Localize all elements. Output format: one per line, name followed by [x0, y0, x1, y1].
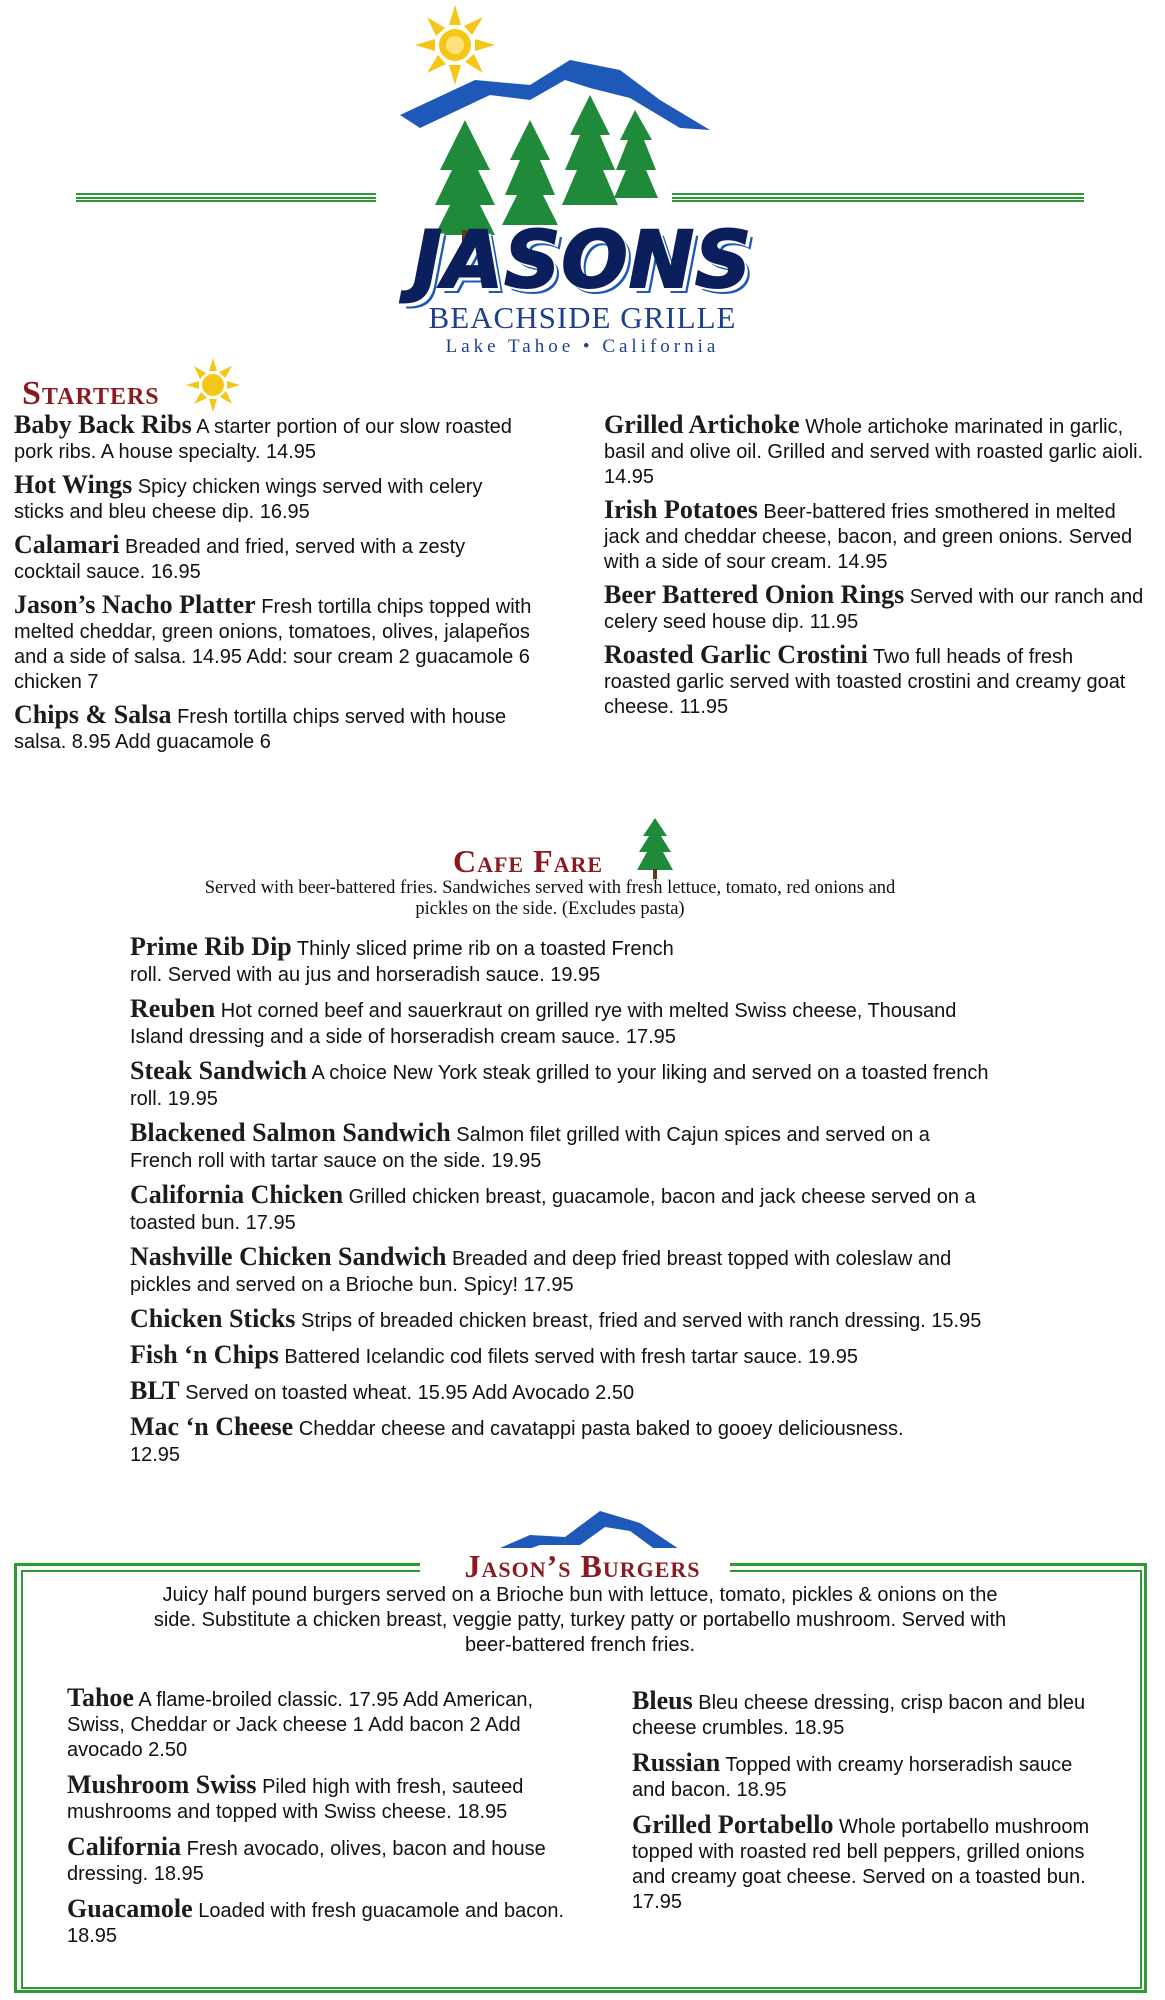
header-rule-left	[76, 193, 376, 202]
logo-location: Lake Tahoe • California	[445, 336, 720, 357]
logo-wordmark: JASONS	[412, 216, 753, 306]
menu-item: Hot Wings Spicy chicken wings served with celery sticks and bleu cheese dip. 16.95	[14, 470, 483, 523]
menu-item: Mac ‘n Cheese Cheddar cheese and cavatappi pasta baked to gooey deliciousness. 12.95	[130, 1412, 904, 1466]
menu-item: California Chicken Grilled chicken breast, guacamole, bacon and jack cheese served on a toasted bun. 17.95	[130, 1180, 976, 1234]
burgers-right-column	[632, 1688, 1102, 1924]
starters-right-column	[604, 412, 1144, 727]
menu-item: Tahoe A flame-broiled classic. 17.95 Add American, Swiss, Cheddar or Jack cheese 1 Add bacon 2 Add avocado 2.50	[67, 1683, 534, 1761]
burgers-description: Juicy half pound burgers served on a Brioche bun with lettuce, tomato, pickles & onions on the side. Substitute a chicken breast, veggie patty, turkey patty or portabello mushroom. Served with beer-battered french fries.	[153, 1584, 1007, 1656]
menu-item: Grilled Portabello Whole portabello mushroom topped with roasted red bell peppers, grilled onions and creamy goat cheese. Served on a toasted bun. 17.95	[632, 1810, 1090, 1913]
sun-icon	[415, 5, 495, 85]
header-rule-right	[672, 193, 1084, 202]
cafe-fare-title: Cafe Fare	[453, 843, 604, 879]
starters-left-column	[14, 412, 534, 762]
menu-item: Steak Sandwich A choice New York steak grilled to your liking and served on a toasted french roll. 19.95	[130, 1056, 989, 1110]
menu-item: Grilled Artichoke Whole artichoke marinated in garlic, basil and olive oil. Grilled and served with roasted garlic aioli. 14.95	[604, 410, 1144, 488]
menu-item: California Fresh avocado, olives, bacon and house dressing. 18.95	[67, 1832, 546, 1885]
menu-item: Nashville Chicken Sandwich Breaded and deep fried breast topped with coleslaw and pickles and served on a Brioche bun. Spicy! 17.95	[130, 1242, 952, 1296]
menu-item: Reuben Hot corned beef and sauerkraut on grilled rye with melted Swiss cheese, Thousand Island dressing and a side of horseradish cream sauce. 17.95	[130, 994, 957, 1048]
burgers-left-column	[67, 1685, 567, 1958]
menu-item: Fish ‘n Chips Battered Icelandic cod filets served with fresh tartar sauce. 19.95	[130, 1340, 859, 1369]
menu-item: Mushroom Swiss Piled high with fresh, sauteed mushrooms and topped with Swiss cheese. 18.95	[67, 1770, 524, 1823]
menu-item: Chips & Salsa Fresh tortilla chips served with house salsa. 8.95 Add guacamole 6	[14, 700, 507, 753]
menu-item: Blackened Salmon Sandwich Salmon filet grilled with Cajun spices and served on a French roll with tartar sauce on the side. 19.95	[130, 1118, 930, 1172]
menu-item: Roasted Garlic Crostini Two full heads of fresh roasted garlic served with toasted crostini and creamy goat cheese. 11.95	[604, 640, 1126, 718]
menu-item: Bleus Bleu cheese dressing, crisp bacon and bleu cheese crumbles. 18.95	[632, 1686, 1086, 1739]
tree-icon-small	[635, 818, 675, 880]
menu-item: Russian Topped with creamy horseradish sauce and bacon. 18.95	[632, 1748, 1073, 1801]
menu-item: Prime Rib Dip Thinly sliced prime rib on a toasted French roll. Served with au jus and horseradish sauce. 19.95	[130, 932, 674, 986]
cafe-fare-description: Served with beer-battered fries. Sandwiches served with fresh lettuce, tomato, red onions and pickles on the side. (Excludes pasta)	[204, 878, 896, 919]
starters-title: Starters	[22, 375, 160, 412]
menu-item: Calamari Breaded and fried, served with a zesty cocktail sauce. 16.95	[14, 530, 466, 583]
menu-item: Guacamole Loaded with fresh guacamole and bacon. 18.95	[67, 1894, 565, 1947]
burgers-title: Jason’s Burgers	[464, 1548, 701, 1584]
menu-item: Baby Back Ribs A starter portion of our slow roasted pork ribs. A house specialty. 14.95	[14, 410, 512, 463]
menu-item: Irish Potatoes Beer-battered fries smothered in melted jack and cheddar cheese, bacon, and green onions. Served with a side of sour cream. 14.95	[604, 495, 1133, 573]
logo-subtitle: BEACHSIDE GRILLE	[428, 300, 737, 335]
mountain-icon	[400, 60, 710, 130]
menu-item: Jason’s Nacho Platter Fresh tortilla chips topped with melted cheddar, green onions, tomatoes, olives, jalapeños and a side of salsa. 14.95 Add: sour cream 2 guacamole 6 chicken 7	[14, 590, 532, 693]
menu-item: BLT Served on toasted wheat. 15.95 Add Avocado 2.50	[130, 1376, 635, 1405]
menu-item: Chicken Sticks Strips of breaded chicken breast, fried and served with ranch dressing. 15.95	[130, 1304, 982, 1333]
cafe-column	[130, 934, 1000, 1476]
menu-item: Beer Battered Onion Rings Served with our ranch and celery seed house dip. 11.95	[604, 580, 1144, 633]
small-sun-icon	[180, 355, 246, 415]
